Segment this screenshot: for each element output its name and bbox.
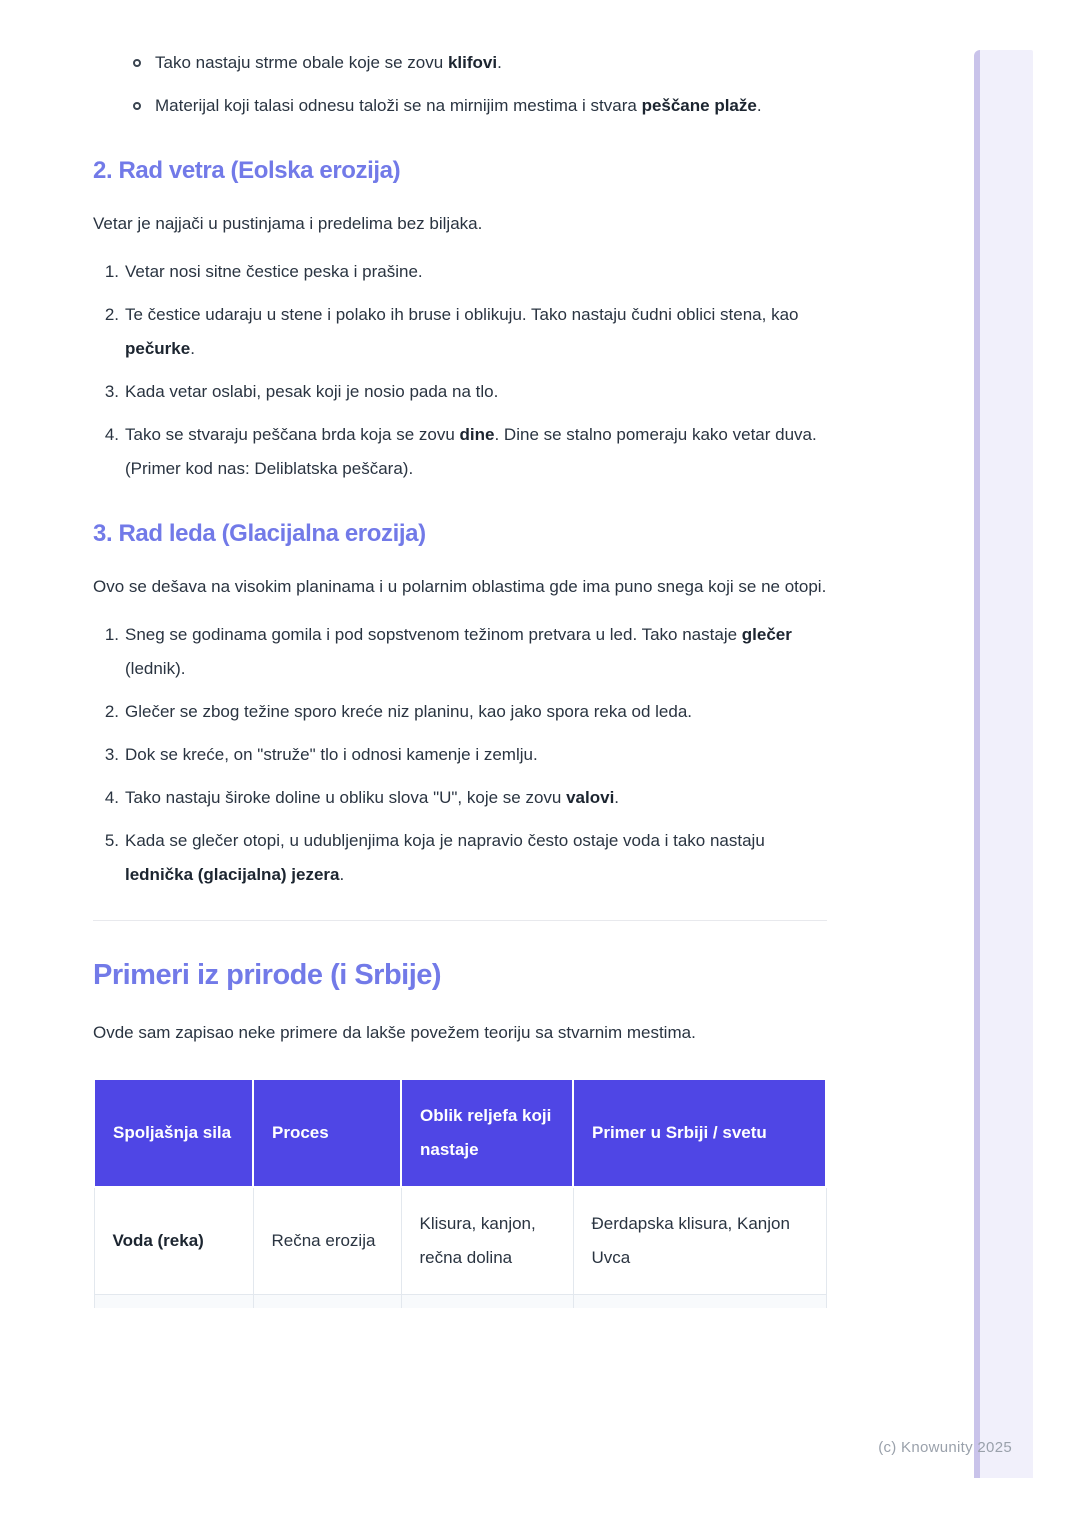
list-item-gutter [93, 695, 125, 729]
table-row-partial [94, 1295, 826, 1308]
list-item [93, 618, 827, 686]
bold-text: Voda (reka) [112, 1231, 204, 1250]
wind-steps-list [93, 255, 827, 486]
bold-text: pečurke [125, 339, 191, 358]
bold-text: valovi [566, 788, 615, 807]
list-item-gutter [93, 781, 125, 815]
text: . [614, 788, 620, 807]
table-header-cell: Primer u Srbiji / svetu [573, 1079, 826, 1187]
table-cell [401, 1187, 573, 1295]
list-item [93, 255, 827, 289]
list-item-text [155, 89, 827, 123]
list-item [93, 781, 827, 815]
table-header-cell: Spoljašnja sila [94, 1079, 253, 1187]
list-item-number: 1. [104, 625, 119, 644]
list-item-number: 3. [104, 745, 119, 764]
copyright-watermark: (c) Knowunity 2025 [878, 1439, 1012, 1456]
text: Sneg se godinama gomila i pod sopstvenom težinom pretvara u led. Tako nastaje [125, 625, 742, 644]
list-item-text [125, 618, 827, 686]
list-item-gutter [93, 738, 125, 772]
list-item-text [125, 375, 827, 409]
table-body [94, 1187, 826, 1308]
list-item [93, 89, 827, 123]
paragraph-examples-intro: Ovde sam zapisao neke primere da lakše povežem teoriju sa stvarnim mestima. [93, 1023, 696, 1042]
section-heading-wind: 2. Rad vetra (Eolska erozija) [93, 157, 401, 184]
list-item-number: 4. [104, 425, 119, 444]
bold-text: glečer [741, 625, 792, 644]
table-cell-partial [253, 1295, 401, 1308]
table-cell [573, 1187, 826, 1295]
text: Rečna erozija [271, 1231, 376, 1250]
text: . [497, 53, 502, 72]
text: Vetar nosi sitne čestice peska i prašine. [125, 262, 423, 281]
text: Klisura, kanjon, rečna dolina [419, 1214, 536, 1267]
list-item-text [155, 46, 827, 80]
table-cell-partial [401, 1295, 573, 1308]
bold-text: peščane plaže [641, 96, 757, 115]
examples-table [93, 1078, 827, 1308]
table-cell-partial [94, 1295, 253, 1308]
paragraph-ice-intro: Ovo se dešava na visokim planinama i u polarnim oblastima gde ima puno snega koji se ne otopi. [93, 577, 827, 596]
list-item-gutter [93, 89, 155, 123]
list-item-gutter [93, 375, 125, 409]
list-item-gutter [93, 824, 125, 892]
text: Dok se kreće, on "struže" tlo i odnosi kamenje i zemlju. [125, 745, 538, 764]
list-item [93, 298, 827, 366]
list-item-text [125, 298, 827, 366]
list-item-number: 5. [104, 831, 119, 850]
text: Glečer se zbog težine sporo kreće niz planinu, kao jako spora reka od leda. [125, 702, 692, 721]
table-cell [253, 1187, 401, 1295]
text: Kada vetar oslabi, pesak koji je nosio pada na tlo. [125, 382, 499, 401]
table-cell [94, 1187, 253, 1295]
list-item-text [125, 824, 827, 892]
examples-heading: Primeri iz prirode (i Srbije) [93, 959, 442, 991]
bold-text: lednička (glacijalna) jezera [125, 865, 340, 884]
list-item-text [125, 695, 827, 729]
list-item-text [125, 781, 827, 815]
table-header-cell: Oblik reljefa koji nastaje [401, 1079, 573, 1187]
text: . [339, 865, 345, 884]
bullet-circle-icon [133, 102, 141, 110]
text: . [756, 96, 762, 115]
list-item [93, 46, 827, 80]
table-header-cell: Proces [253, 1079, 401, 1187]
text: Đerdapska klisura, Kanjon Uvca [591, 1214, 790, 1267]
text: Tako se stvaraju peščana brda koja se zovu [125, 425, 460, 444]
text: Te čestice udaraju u stene i polako ih bruse i oblikuju. Tako nastaju čudni oblici stena, kao [125, 305, 799, 324]
list-item [93, 738, 827, 772]
bullet-list [93, 46, 827, 123]
text: . Dine se stalno pomeraju kako vetar duva. (Primer kod nas: Deliblatska peščara). [125, 425, 817, 478]
list-item-text [125, 418, 827, 486]
list-item [93, 418, 827, 486]
list-item [93, 824, 827, 892]
list-item-number: 3. [104, 382, 119, 401]
text: Materijal koji talasi odnesu taloži se na mirnijim mestima i stvara [155, 96, 642, 115]
text: . [190, 339, 195, 358]
text: Kada se glečer otopi, u udubljenjima koja je napravio često ostaje voda i tako nastaju [125, 831, 765, 850]
list-item-number: 1. [104, 262, 119, 281]
bold-text: dine [459, 425, 495, 444]
paragraph-wind-intro: Vetar je najjači u pustinjama i predelima bez biljaka. [93, 214, 483, 233]
text: Tako nastaju strme obale koje se zovu [155, 53, 448, 72]
next-page-edge[interactable] [974, 50, 1033, 1478]
section-divider [93, 920, 827, 921]
text: Tako nastaju široke doline u obliku slova "U", koje se zovu [125, 788, 567, 807]
list-item [93, 695, 827, 729]
list-item-gutter [93, 618, 125, 686]
section-heading-ice: 3. Rad leda (Glacijalna erozija) [93, 520, 426, 547]
list-item-gutter [93, 46, 155, 80]
list-item-gutter [93, 298, 125, 366]
document-content [93, 0, 827, 1308]
text: (lednik). [125, 659, 186, 678]
list-item-gutter [93, 418, 125, 486]
list-item [93, 375, 827, 409]
table-cell-partial [573, 1295, 826, 1308]
ice-steps-list [93, 618, 827, 892]
bullet-circle-icon [133, 59, 141, 67]
list-item-text [125, 255, 827, 289]
list-item-number: 2. [104, 305, 119, 324]
list-item-number: 2. [104, 702, 119, 721]
list-item-number: 4. [104, 788, 119, 807]
list-item-gutter [93, 255, 125, 289]
table-header-row [94, 1079, 826, 1187]
list-item-text [125, 738, 827, 772]
bold-text: klifovi [447, 53, 498, 72]
table-row [94, 1187, 826, 1295]
